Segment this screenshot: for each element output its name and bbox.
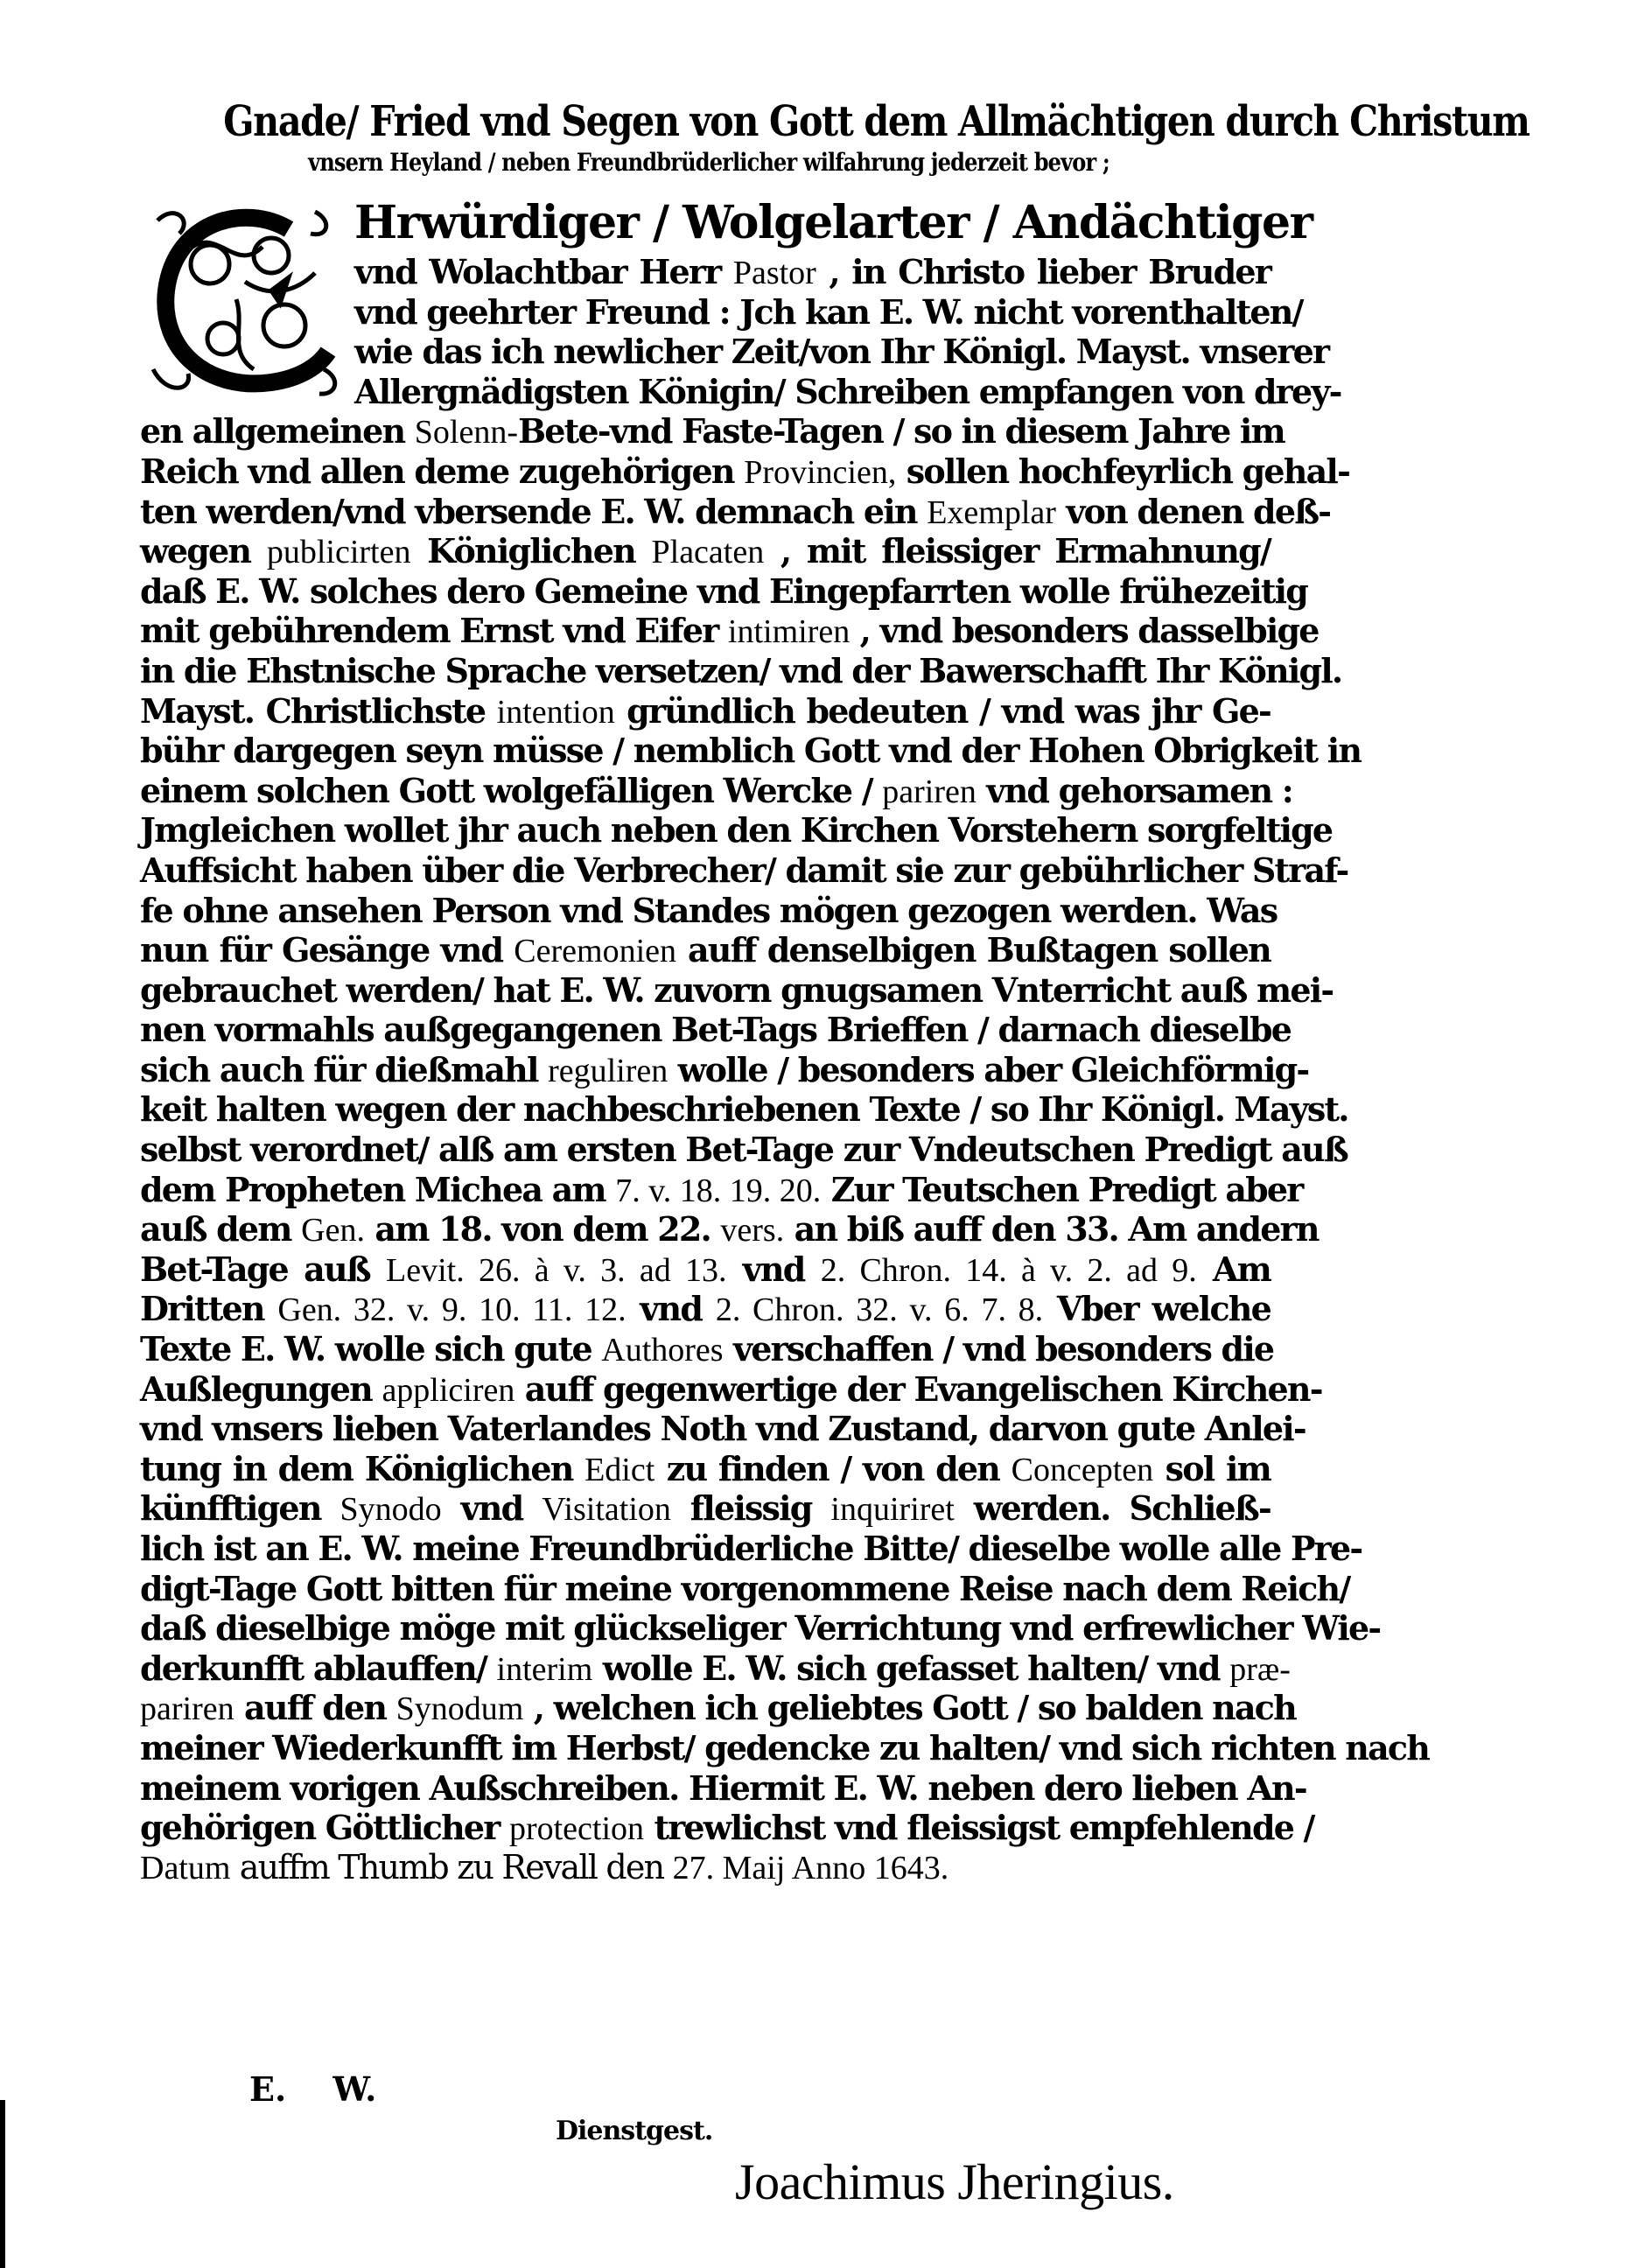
text-line — [140, 731, 1362, 771]
fraktur-text: dem Propheten Michea am — [140, 1169, 616, 1209]
fraktur-text: zu finden / von den — [654, 1448, 1012, 1488]
fraktur-text: vnd vnsers lieben Vaterlandes Noth vnd Zustand, darvon gute Anlei- — [140, 1409, 1306, 1449]
text-line — [140, 1089, 1348, 1130]
fraktur-text: Bete-vnd Faste-Tagen / so in diesem Jahre im — [517, 411, 1284, 452]
fraktur-text: , welchen ich geliebtes Gott / so balden nach — [523, 1688, 1296, 1728]
latin-roman-term: Solenn- — [414, 414, 518, 452]
latin-roman-term: Gen. 32. v. 9. 10. 11. 12. — [277, 1292, 626, 1329]
fraktur-text: trewlichst vnd fleissigst empfehlende / — [644, 1808, 1314, 1848]
fraktur-text: sich auch für dießmahl — [140, 1049, 549, 1089]
fraktur-text: Königlichen — [410, 531, 652, 571]
latin-roman-term: interim — [496, 1650, 593, 1688]
text-line — [140, 1169, 1303, 1210]
text-line — [140, 810, 1333, 850]
text-line — [140, 970, 1334, 1011]
fraktur-text: tung in dem Königlichen — [140, 1448, 585, 1488]
fraktur-text: meinem vorigen Außschreiben. Hiermit E. W. neben dero lieben An- — [140, 1768, 1306, 1808]
letter-salutation-heading — [144, 96, 1530, 178]
latin-roman-term: inquiriret — [830, 1491, 955, 1529]
fraktur-text: bühr dargegen seyn müsse / nemblich Gott vnd der Hohen Obrigkeit in — [140, 731, 1362, 771]
text-line — [140, 1488, 1270, 1529]
text-line — [140, 1568, 1350, 1609]
text-line — [140, 194, 1312, 252]
latin-roman-term: Concepten — [1011, 1451, 1154, 1488]
fraktur-text: derkunfft ablauffen/ — [140, 1648, 497, 1688]
fraktur-text: Zur Teutschen Predigt aber — [821, 1169, 1303, 1209]
fraktur-text: Texte E. W. wolle sich gute — [140, 1329, 602, 1369]
heading-line-1: Gnade/ Fried vnd Segen von Gott dem Allmächtigen durch Christum — [223, 97, 1530, 146]
fraktur-text: vnd Wolachtbar Herr — [354, 252, 733, 291]
text-line — [140, 1130, 1348, 1170]
letter-body — [140, 194, 1430, 1887]
fraktur-text: Jmgleichen wollet jhr auch neben den Kirchen Vorstehern sorgfeltige — [140, 810, 1333, 850]
fraktur-text: ten werden/vnd vbersende E. W. demnach ein — [140, 491, 928, 531]
text-line — [140, 332, 1329, 372]
fraktur-text: am 18. von dem 22. — [364, 1209, 721, 1250]
text-line — [140, 1329, 1274, 1369]
fraktur-text: Außlegungen — [140, 1368, 382, 1409]
latin-roman-term: Provincien, — [744, 453, 897, 491]
fraktur-text: vnd geehrter Freund : Jch kan E. W. nicht vorenthalten/ — [354, 291, 1303, 332]
fraktur-text: , mit fleissiger Ermahnung/ — [764, 531, 1270, 571]
text-line — [140, 1449, 1270, 1489]
text-line — [140, 1608, 1381, 1648]
latin-roman-term: publicirten — [266, 534, 411, 571]
fraktur-text: auff denselbigen Bußtagen sollen — [676, 930, 1270, 970]
text-line — [140, 650, 1342, 691]
fraktur-text: daß dieselbige möge mit glückseliger Verrichtung vnd erfrewlicher Wie- — [140, 1608, 1381, 1648]
fraktur-text: , vnd besonders dasselbige — [850, 611, 1319, 651]
fraktur-text: an biß auff den 33. Am andern — [784, 1209, 1319, 1250]
text-line — [140, 252, 1270, 292]
text-line — [140, 1409, 1306, 1449]
fraktur-text: nen vormahls außgegangenen Bet-Tags Brieffen / darnach dieselbe — [140, 1010, 1292, 1050]
fraktur-text: vnd gehorsamen : — [976, 770, 1293, 810]
latin-roman-term: Synodum — [396, 1690, 524, 1728]
fraktur-text: wolle / besonders aber Gleichförmig- — [668, 1049, 1309, 1089]
text-line — [140, 890, 1278, 931]
latin-roman-term: 27. Maij Anno 1643. — [672, 1849, 949, 1886]
fraktur-text: sollen hochfeyrlich gehal- — [896, 451, 1350, 491]
fraktur-text: Auffsicht haben über die Verbrecher/ damit sie zur gebührlicher Straf- — [140, 850, 1348, 890]
latin-roman-term: Levit. 26. à v. 3. ad 13. — [386, 1251, 727, 1289]
text-line — [140, 1250, 1270, 1290]
fraktur-text: vnd — [441, 1488, 542, 1529]
fraktur-text: wolle E. W. sich gefasset halten/ vnd — [592, 1648, 1230, 1688]
fraktur-text: Bet-Tage auß — [140, 1249, 387, 1289]
fraktur-text: lich ist an E. W. meine Freundbrüderliche Bitte/ dieselbe wolle alle Pre- — [140, 1529, 1362, 1568]
text-line — [140, 930, 1270, 970]
scan-edge-shadow — [0, 2100, 5, 2268]
latin-roman-term: Ceremonien — [514, 933, 676, 970]
text-line — [140, 1688, 1296, 1728]
fraktur-text: , in Christo lieber Bruder — [816, 252, 1270, 291]
text-line — [140, 1049, 1309, 1090]
fraktur-text: en allgemeinen — [140, 411, 415, 452]
text-line — [140, 1648, 1291, 1689]
fraktur-text: vnd — [626, 1289, 716, 1329]
text-line — [140, 1768, 1306, 1809]
fraktur-text: daß E. W. solches dero Gemeine vnd Eingepfarrten wolle frühezeitig — [140, 570, 1308, 611]
fraktur-text: Vber welche — [1043, 1289, 1270, 1329]
text-line — [140, 1010, 1292, 1050]
latin-roman-term: appliciren — [382, 1371, 515, 1409]
text-line — [140, 1848, 1270, 1888]
latin-roman-term: Gen. — [301, 1212, 365, 1250]
latin-roman-term: intention — [496, 693, 615, 731]
latin-roman-term: Edict — [584, 1451, 655, 1488]
fraktur-text: nun für Gesänge vnd — [140, 930, 514, 970]
latin-roman-term: Authores — [601, 1332, 724, 1369]
fraktur-text: in die Ehstnische Sprache versetzen/ vnd der Bawerschafft Ihr Königl. — [140, 650, 1342, 690]
text-line — [140, 291, 1303, 332]
latin-roman-term: intimiren — [727, 613, 850, 651]
fraktur-text: Reich vnd allen deme zugehörigen — [140, 451, 745, 491]
text-line — [140, 411, 1284, 452]
fraktur-text: wie das ich newlicher Zeit/von Ihr Königl. Mayst. vnserer — [354, 332, 1329, 372]
fraktur-text: meiner Wiederkunfft im Herbst/ gedencke zu halten/ vnd sich richten nach — [140, 1727, 1430, 1768]
latin-roman-term: Visitation — [542, 1491, 671, 1529]
latin-roman-term: reguliren — [548, 1052, 668, 1089]
closing-dienstgest: Dienstgest. — [556, 2116, 713, 2146]
fraktur-text: Mayst. Christlichste — [140, 690, 497, 731]
text-line — [140, 611, 1319, 651]
latin-roman-term: pariren — [882, 773, 976, 810]
text-line — [140, 1808, 1314, 1848]
text-line — [140, 531, 1270, 571]
fraktur-text: keit halten wegen der nachbeschriebenen Texte / so Ihr Königl. Mayst. — [140, 1089, 1348, 1130]
text-line — [140, 1289, 1270, 1329]
latin-roman-term: pariren — [140, 1690, 234, 1728]
latin-roman-term: 2. Chron. 14. à v. 2. ad 9. — [820, 1251, 1197, 1289]
fraktur-text: wegen — [140, 531, 267, 571]
fraktur-text: gründlich bedeuten / vnd was jhr Ge- — [614, 690, 1270, 731]
closing-ew-abbreviation: E. W. — [249, 2069, 377, 2109]
fraktur-text: Am — [1196, 1249, 1270, 1289]
fraktur-text: künfftigen — [140, 1488, 340, 1529]
fraktur-text: digt-Tage Gott bitten für meine vorgenommene Reise nach dem Reich/ — [140, 1568, 1350, 1608]
text-line — [140, 1209, 1319, 1250]
fraktur-text: fleissig — [670, 1488, 831, 1529]
text-line — [140, 1727, 1430, 1768]
fraktur-text: werden. Schließ- — [954, 1488, 1270, 1529]
fraktur-text: selbst verordnet/ alß am ersten Bet-Tage zur Vndeutschen Predigt auß — [140, 1130, 1348, 1170]
latin-roman-term: vers. — [720, 1212, 785, 1250]
fraktur-text: Dritten — [140, 1289, 278, 1329]
latin-roman-term: protection — [508, 1810, 645, 1848]
latin-roman-term: 2. Chron. 32. v. 6. 7. 8. — [715, 1292, 1044, 1329]
fraktur-text: verschaffen / vnd besonders die — [723, 1329, 1274, 1369]
text-line — [140, 691, 1270, 732]
fraktur-text: sol im — [1153, 1448, 1270, 1488]
fraktur-text: einem solchen Gott wolgefälligen Wercke / — [140, 770, 883, 810]
line-text: Hrwürdiger / Wolgelarter / Andächtiger — [354, 196, 1312, 249]
heading-line-2: vnsern Heyland / neben Freundbrüderlicher wilfahrung jederzeit bevor ; — [308, 148, 1110, 177]
text-line — [140, 451, 1350, 492]
fraktur-text: vnd — [726, 1249, 821, 1289]
latin-roman-term: Synodo — [340, 1491, 442, 1529]
text-line — [140, 1368, 1322, 1410]
text-line — [140, 371, 1341, 412]
fraktur-text: gehörigen Göttlicher — [140, 1808, 509, 1848]
latin-roman-term: præ- — [1229, 1650, 1291, 1688]
fraktur-text: fe ohne ansehen Person vnd Standes mögen gezogen werden. Was — [140, 890, 1278, 930]
fraktur-text: Allergnädigsten Königin/ Schreiben empfangen von drey- — [354, 371, 1341, 411]
latin-roman-term: Datum — [140, 1849, 231, 1886]
latin-roman-term: Pastor — [732, 255, 816, 291]
fraktur-text: mit gebührendem Ernst vnd Eifer — [140, 611, 728, 651]
text-line — [140, 570, 1308, 612]
text-line — [140, 491, 1331, 532]
latin-roman-term: Exemplar — [927, 494, 1056, 531]
text-line — [140, 850, 1348, 891]
latin-roman-term: Placaten — [651, 534, 765, 571]
fraktur-text: gebrauchet werden/ hat E. W. zuvorn gnugsamen Vnterricht auß mei- — [140, 970, 1334, 1010]
fraktur-text: auff den — [234, 1688, 396, 1728]
latin-roman-term: 7. v. 18. 19. 20. — [615, 1172, 822, 1209]
fraktur-text: auß dem — [140, 1209, 302, 1250]
signature-joachimus-jheringius: Joachimus Jheringius. — [735, 2153, 1174, 2210]
text-line — [140, 1529, 1362, 1569]
text-line — [140, 770, 1293, 811]
fraktur-text: auff gegenwertige der Evangelischen Kirchen- — [514, 1368, 1322, 1409]
fraktur-text: auffm Thumb zu Revall den — [230, 1847, 673, 1886]
fraktur-text: von denen deß- — [1055, 491, 1331, 531]
